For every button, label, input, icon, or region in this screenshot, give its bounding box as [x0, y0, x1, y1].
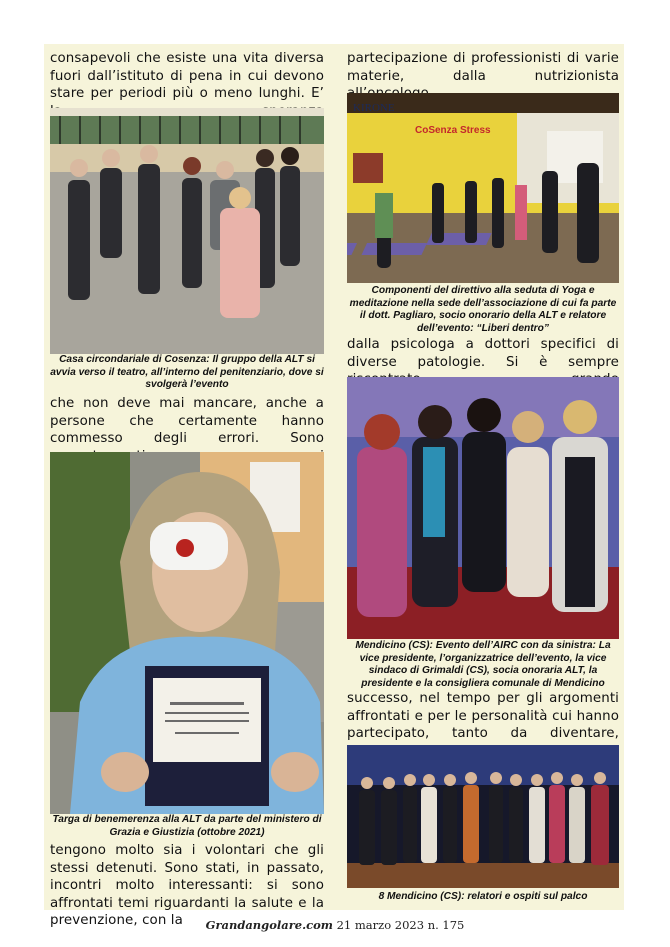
footer-date-issue: 21 marzo 2023 n. 175: [332, 918, 465, 932]
left-paragraph-2: che non deve mai mancare, anche a persone che certamente hanno commesso degli errori. Sono: [50, 396, 324, 447]
photo-plaque-award: [50, 452, 324, 814]
left-paragraph-3-wrap: [50, 842, 324, 930]
photo-yoga-session: [347, 93, 619, 283]
left-caption-2-wrap: [50, 814, 324, 839]
cosenza-stress-logo-text: CoSenza Stress: [415, 125, 491, 136]
right-paragraph-1: partecipazione di professionisti di varie materie, dalla nutrizionista: [347, 51, 619, 84]
left-paragraph-1: consapevoli che esiste una vita diversa fuori dall’istituto di pena in cui devono stare per periodi più o meno lunghi. E’: [50, 51, 324, 102]
photo-airc-event: [347, 377, 619, 639]
right-caption-2-wrap: [347, 640, 619, 690]
right-caption-1-wrap: [347, 285, 619, 335]
footer-site-name: Grandangolare.com: [205, 918, 333, 932]
left-paragraph-3: tengono molto sia i volontari che gli stessi detenuti. Sono stati, in passato, incontri molto interessanti: si sono affrontati temi riguardanti la salute e la prevenzione, con la: [50, 843, 324, 929]
right-paragraph-3: successo, nel tempo per gli argomenti affrontati e per le personalità cui hanno partecipato, tanto da diventare,: [347, 691, 619, 742]
photo-caption-stage: 8 Mendicino (CS): relatori e ospiti sul palco: [378, 891, 588, 902]
photo-alt-group-prison: [50, 108, 324, 354]
photo-stage-speakers: [347, 745, 619, 888]
left-caption-1-wrap: [50, 354, 324, 392]
right-caption-3-wrap: [347, 891, 619, 904]
photo-caption-airc: Mendicino (CS): Evento dell’AIRC con da sinistra: La vice presidente, l’organizzatrice dell’evento, la vice sindaco di Grimaldi (CS), socia onoraria ALT, la presidente e la consigliera comunale di Mendicino: [355, 640, 611, 689]
right-paragraph-2: dalla psicologa a dottori specifici di diverse patologie. Si è sempre: [347, 337, 619, 370]
page-footer: [0, 918, 670, 932]
photo-caption-prison-group: Casa circondariale di Cosenza: Il gruppo della ALT si avvia verso il teatro, all’interno del penitenziario, dove si svolgerà l’evento: [50, 354, 324, 391]
photo-caption-yoga: Componenti del direttivo alla seduta di Yoga e meditazione nella sede dell’associazione di cui fa parte il dott. Pagliaro, socio onorario della ALT e relatore dell’evento: “Liberi dentro”: [349, 285, 617, 334]
kirone-logo-text: KIRONE: [353, 102, 395, 114]
photo-caption-plaque: Targa di benemerenza alla ALT da parte del ministero di Grazia e Giustizia (ottobre 2021): [52, 814, 322, 838]
